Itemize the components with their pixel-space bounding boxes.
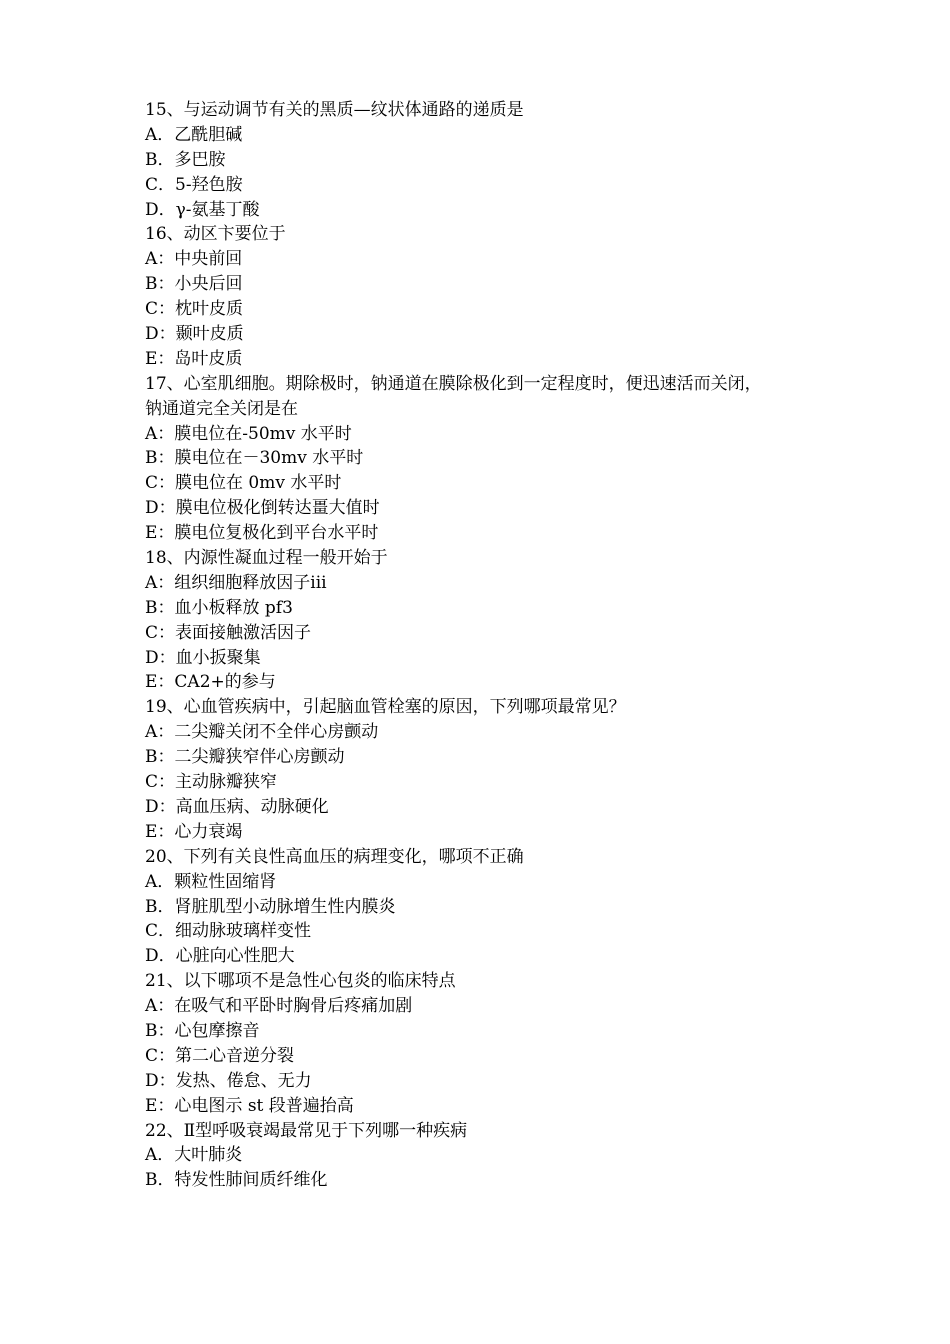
question-stem-19: 19、心血管疾病中，引起脑血管栓塞的原因，下列哪项最常见？	[145, 697, 626, 718]
option-20-d: D．心脏向心性肥大	[145, 946, 295, 967]
option-17-a: A：膜电位在-50mv 水平时	[145, 423, 352, 444]
option-20-c: C．细动脉玻璃样变性	[145, 921, 312, 942]
option-18-d: D：血小扳聚集	[145, 647, 261, 668]
option-21-b: B：心包摩擦音	[145, 1020, 260, 1041]
option-21-c: C：第二心音逆分裂	[145, 1045, 295, 1066]
option-16-b: B：小央后回	[145, 274, 243, 295]
option-15-b: B．多巴胺	[145, 149, 226, 170]
option-22-a: A．大叶肺炎	[145, 1145, 243, 1166]
question-stem-20: 20、下列有关良性高血压的病理变化，哪项不正确	[145, 846, 524, 867]
question-stem-16: 16、动区卞要位于	[145, 224, 286, 245]
option-15-a: A．乙酰胆碱	[145, 124, 243, 145]
question-stem-22: 22、Ⅱ型呼吸衰竭最常见于下列哪一种疾病	[145, 1120, 468, 1141]
option-21-d: D：发热、倦怠、无力	[145, 1070, 312, 1091]
option-20-a: A．颗粒性固缩肾	[145, 871, 277, 892]
option-16-e: E：岛叶皮质	[145, 348, 243, 369]
option-18-a: A：组织细胞释放因子iii	[145, 572, 327, 593]
option-16-a: A：中央前回	[145, 249, 243, 270]
question-stem-18: 18、内源性凝血过程一般开始于	[145, 548, 388, 569]
question-stem-15: 15、与运动调节有关的黑质—纹状体通路的递质是	[145, 100, 524, 120]
option-17-b: B：膜电位在－30mv 水平时	[145, 448, 364, 469]
option-20-b: B．肾脏肌型小动脉增生性内膜炎	[145, 896, 396, 917]
option-16-d: D：颞叶皮质	[145, 324, 244, 345]
option-19-a: A：二尖瓣关闭不全伴心房颤动	[145, 722, 379, 743]
option-19-b: B：二尖瓣狭窄伴心房颤动	[145, 747, 345, 768]
option-21-a: A：在吸气和平卧时胸骨后疼痛加剧	[145, 996, 413, 1017]
option-22-b: B．特发性肺间质纤维化	[145, 1170, 328, 1191]
option-18-c: C：表面接触激活因子	[145, 622, 312, 643]
question-stem-17: 17、心室肌细胞。期除极时，钠通道在膜除极化到一定程度时，便迅速活而关闭，	[145, 373, 762, 394]
question-stem-17-continued: 钠通道完全关闭是在	[145, 398, 298, 419]
option-17-c: C：膜电位在 0mv 水平时	[145, 473, 342, 494]
document-page	[145, 98, 825, 1193]
question-stem-21: 21、以下哪项不是急性心包炎的临床特点	[145, 971, 456, 992]
option-18-e: E：CA2+的参与	[145, 672, 276, 693]
option-18-b: B：血小板释放 pf3	[145, 597, 293, 618]
option-15-c: C．5-羟色胺	[145, 174, 243, 195]
option-17-d: D：膜电位极化倒转达畺大值时	[145, 498, 380, 519]
option-21-e: E：心电图示 st 段普遍抬高	[145, 1095, 354, 1116]
option-19-d: D：高血压病、动脉硬化	[145, 796, 329, 817]
option-17-e: E：膜电位复极化到平台水平时	[145, 523, 379, 544]
option-19-c: C：主动脉瓣狭窄	[145, 772, 278, 793]
option-15-d: D．γ-氨基丁酸	[145, 199, 260, 220]
option-16-c: C：枕叶皮质	[145, 299, 244, 320]
option-19-e: E：心力衰竭	[145, 821, 243, 842]
